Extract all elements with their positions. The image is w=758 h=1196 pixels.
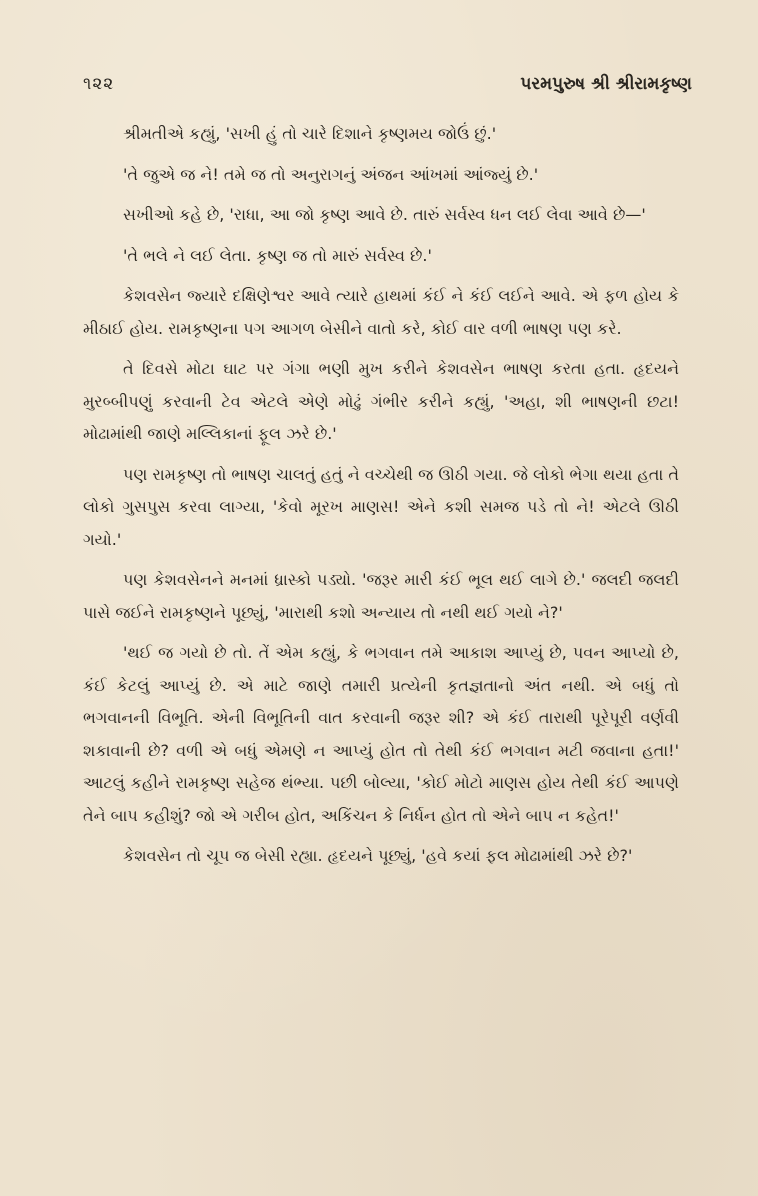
paragraph: શ્રીમતીએ કહ્યું, 'સખી હું તો ચારે દિશાને કૃષ્ણમય જોઉં છું.' — [123, 124, 497, 143]
body-text — [83, 118, 679, 881]
running-title: પરમપુરુષ શ્રી શ્રીરામકૃષ્ણ — [520, 74, 692, 94]
paragraph: તે દિવસે મોટા ઘાટ પર ગંગા ભણી મુખ કરીને કેશવસેન ભાષણ કરતા હતા. હૃદયને મુરબ્બીપણું કરવાની ટેવ એટલે એણે મોઢું ગંભીર કરીને કહ્યું, 'અહા, શી ભાષણની છટા! મોઢામાંથી જાણે મલ્લિકાનાં ફૂલ ઝરે છે.' — [83, 359, 679, 443]
paragraph: પણ રામકૃષ્ણ તો ભાષણ ચાલતું હતું ને વચ્ચેથી જ ઊઠી ગયા. જે લોકો ભેગા થયા હતા તે લોકો ગુસપુસ કરવા લાગ્યા, 'કેવો મૂરખ માણસ! એને કશી સમજ પડે તો ને! એટલે ઊઠી ગયો.' — [83, 464, 679, 549]
page-number: ૧૨૨ — [83, 74, 115, 94]
paragraph: પણ કેશવસેનને મનમાં ધ્રાસ્કો પડ્યો. 'જરૂર મારી કંઈ ભૂલ થઈ લાગે છે.' જલદી જલદી પાસે જઈને રામકૃષ્ણને પૂછ્યું, 'મારાથી કશો અન્યાય તો નથી થઈ ગયો ને?' — [83, 570, 679, 622]
paragraph: કેશવસેન જ્યારે દક્ષિણેશ્વર આવે ત્યારે હાથમાં કંઈ ને કંઈ લઈને આવે. એ ફળ હોય કે મીઠાઈ હોય. રામકૃષ્ણના પગ આગળ બેસીને વાતો કરે, કોઈ વાર વળી ભાષણ પણ કરે. — [83, 286, 679, 338]
paragraph: 'થઈ જ ગયો છે તો. તેં એમ કહ્યું, કે ભગવાન તમે આકાશ આપ્યું છે, પવન આપ્યો છે, કંઈ કેટલું આપ્યું છે. એ માટે જાણે તમારી પ્રત્યેની કૃતજ્ઞતાનો અંત નથી. એ બધું તો ભગવાનની વિભૂતિ. એની વિભૂતિની વાત કરવાની જરૂર શી? એ કંઈ તારાથી પૂરેપૂરી વર્ણવી શકાવાની છે? વળી એ બધું એમણે ન આપ્યું હોત તો તેથી કંઈ ભગવાન મટી જવાના હતા!' આટલું કહીને રામકૃષ્ણ સહેજ થંભ્યા. પછી બોલ્યા, 'કોઈ મોટો માણસ હોય તેથી કંઈ આપણે તેને બાપ કહીશું? જો એ ગરીબ હોત, અકિંચન કે નિર્ધન હોત તો એને બાપ ન કહેત!' — [83, 643, 679, 825]
paragraph: 'તે ભલે ને લઈ લેતા. કૃષ્ણ જ તો મારું સર્વસ્વ છે.' — [123, 245, 432, 265]
paragraph: સખીઓ કહે છે, 'રાધા, આ જો કૃષ્ણ આવે છે. તારું સર્વસ્વ ધન લઈ લેવા આવે છે—' — [123, 205, 646, 224]
page-header — [83, 74, 692, 104]
paragraph: કેશવસેન તો ચૂપ જ બેસી રહ્યા. હૃદયને પૂછ્યું, 'હવે કયાં ફલ મોઢામાંથી ઝરે છે?' — [123, 846, 633, 865]
paragraph: 'તે જુએ જ ને! તમે જ તો અનુરાગનું અંજન આંખમાં આંજ્યું છે.' — [123, 164, 539, 184]
